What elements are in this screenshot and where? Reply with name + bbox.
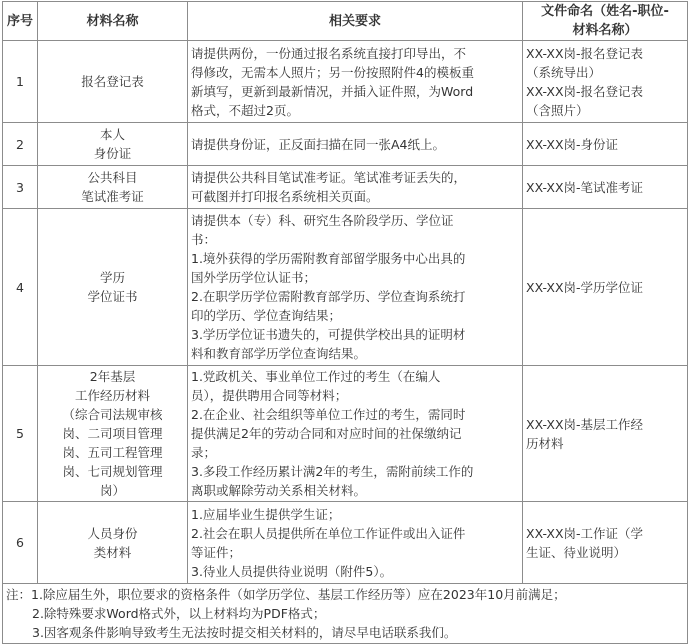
notes-row	[3, 584, 688, 644]
table-row	[3, 366, 688, 502]
naming-line: XX-XX岗-报名登记表	[526, 45, 644, 61]
requirement-line: 3.学历学位证书遗失的，可提供学校出具的证明材	[191, 327, 466, 342]
row-material	[38, 366, 188, 502]
header-naming-line: 材料名称）	[572, 23, 638, 38]
row-requirement	[188, 366, 523, 502]
row-seq: 2	[3, 123, 38, 166]
naming-line: XX-XX岗-笔试准考证	[526, 179, 644, 195]
requirement-line: 请提供两份，一份通过报名系统直接打印导出，不	[191, 45, 467, 61]
material-line: 本人	[99, 127, 125, 142]
requirement-line: 请提供身份证，正反面扫描在同一张A4纸上。	[191, 136, 446, 152]
row-seq: 1	[3, 41, 38, 123]
row-requirement	[188, 502, 523, 584]
material-line: 岗、五司工程管理	[62, 445, 163, 460]
note-line: 2.除特殊要求Word格式外，以上材料均为PDF格式；	[32, 606, 326, 621]
naming-line: XX-XX岗-基层工作经	[526, 416, 644, 432]
requirement-line: 2.在职学历学位需附教育部学历、学位查询系统打	[191, 289, 466, 304]
requirement-line: 1.境外获得的学历需附教育部留学服务中心出具的	[191, 251, 466, 266]
header-material: 材料名称	[38, 2, 188, 41]
naming-line: 生证、待业说明）	[526, 544, 627, 560]
row-requirement	[188, 166, 523, 209]
naming-line: 历材料	[526, 435, 564, 451]
material-line: 学位证书	[87, 289, 138, 304]
material-line: （综合司法规审核	[62, 407, 163, 422]
material-line: 公共科目	[87, 170, 138, 185]
material-line: 学历	[99, 270, 125, 285]
notes-cell	[3, 584, 688, 644]
requirement-line: 书：	[191, 232, 217, 247]
row-material	[38, 123, 188, 166]
material-line: 类材料	[93, 544, 132, 560]
row-seq: 3	[3, 166, 38, 209]
requirement-line: 料和教育部学历学位查询结果。	[191, 346, 367, 361]
row-seq: 5	[3, 366, 38, 502]
row-naming	[523, 209, 688, 366]
requirement-line: 请提供本（专）科、研究生各阶段学历、学位证	[191, 213, 454, 228]
material-line: 笔试准考证	[81, 189, 144, 204]
row-naming	[523, 41, 688, 123]
naming-line: （含照片）	[526, 102, 589, 118]
row-naming	[523, 366, 688, 502]
row-naming	[523, 123, 688, 166]
row-requirement	[188, 41, 523, 123]
row-material	[38, 209, 188, 366]
requirement-line: 可截图并打印报名系统相关页面。	[191, 189, 379, 204]
row-requirement	[188, 209, 523, 366]
requirement-line: 1.应届毕业生提供学生证；	[191, 506, 341, 522]
header-row	[3, 2, 688, 41]
material-line: 岗、七司规划管理	[62, 464, 163, 479]
requirement-line: 得修改，无需本人照片；另一份按照附件4的模板重	[191, 64, 474, 80]
note-line: 3.因客观条件影响导致考生无法按时提交相关材料的，请尽早电话联系我们。	[32, 625, 457, 640]
row-seq: 4	[3, 209, 38, 366]
requirement-line: 国外学历学位认证书；	[191, 270, 317, 285]
material-line: 2年基层	[89, 369, 136, 384]
header-requirement: 相关要求	[188, 2, 523, 41]
requirement-line: 2.在企业、社会组织等单位工作过的考生，需同时	[191, 407, 466, 422]
requirement-line: 请提供公共科目笔试准考证。笔试准考证丢失的，	[191, 170, 467, 185]
material-line: 报名登记表	[81, 74, 144, 89]
requirement-line: 3.待业人员提供待业说明（附件5）。	[191, 563, 393, 579]
row-material	[38, 502, 188, 584]
requirement-line: 新填写，更新到最新情况，并插入证件照，为Word	[191, 83, 474, 99]
material-line: 身份证	[93, 146, 132, 161]
requirement-line: 3.多段工作经历累计满2年的考生，需附前续工作的	[191, 464, 474, 479]
requirement-line: 2.社会在职人员提供所在单位工作证件或出入证件	[191, 525, 466, 541]
requirement-line: 员），提供聘用合同等材料；	[191, 388, 348, 403]
row-material	[38, 166, 188, 209]
note-line: 注：1.除应届生外，职位要求的资格条件（如学历学位、基层工作经历等）应在2023年10月前满足；	[6, 587, 566, 602]
material-line: 岗）	[99, 483, 125, 498]
row-seq: 6	[3, 502, 38, 584]
requirement-line: 1.党政机关、事业单位工作过的考生（在编人	[191, 369, 441, 384]
requirement-line: 离职或解除劳动关系相关材料。	[191, 483, 367, 498]
table-row	[3, 209, 688, 366]
naming-line: XX-XX岗-工作证（学	[526, 525, 644, 541]
naming-line: XX-XX岗-身份证	[526, 136, 619, 152]
material-line: 工作经历材料	[74, 388, 150, 403]
row-requirement	[188, 123, 523, 166]
header-naming	[523, 2, 688, 41]
requirement-line: 提供满足2年的劳动合同和对应时间的社保缴纳记	[191, 426, 462, 441]
table-row	[3, 166, 688, 209]
naming-line: （系统导出）	[526, 64, 602, 80]
requirement-line: 录；	[191, 445, 217, 460]
row-naming	[523, 502, 688, 584]
naming-line: XX-XX岗-报名登记表	[526, 83, 644, 99]
material-line: 岗、二司项目管理	[62, 426, 163, 441]
material-line: 人员身份	[87, 525, 138, 541]
requirement-line: 格式，不超过2页。	[191, 102, 299, 118]
header-seq: 序号	[3, 2, 38, 41]
row-naming	[523, 166, 688, 209]
table-row	[3, 123, 688, 166]
row-material	[38, 41, 188, 123]
table-row	[3, 502, 688, 584]
requirement-line: 印的学历、学位查询结果；	[191, 308, 342, 323]
table-row	[3, 41, 688, 123]
requirement-line: 等证件；	[191, 544, 242, 560]
materials-table	[2, 1, 688, 644]
header-naming-line: 文件命名（姓名-职位-	[541, 4, 669, 19]
naming-line: XX-XX岗-学历学位证	[526, 279, 644, 295]
